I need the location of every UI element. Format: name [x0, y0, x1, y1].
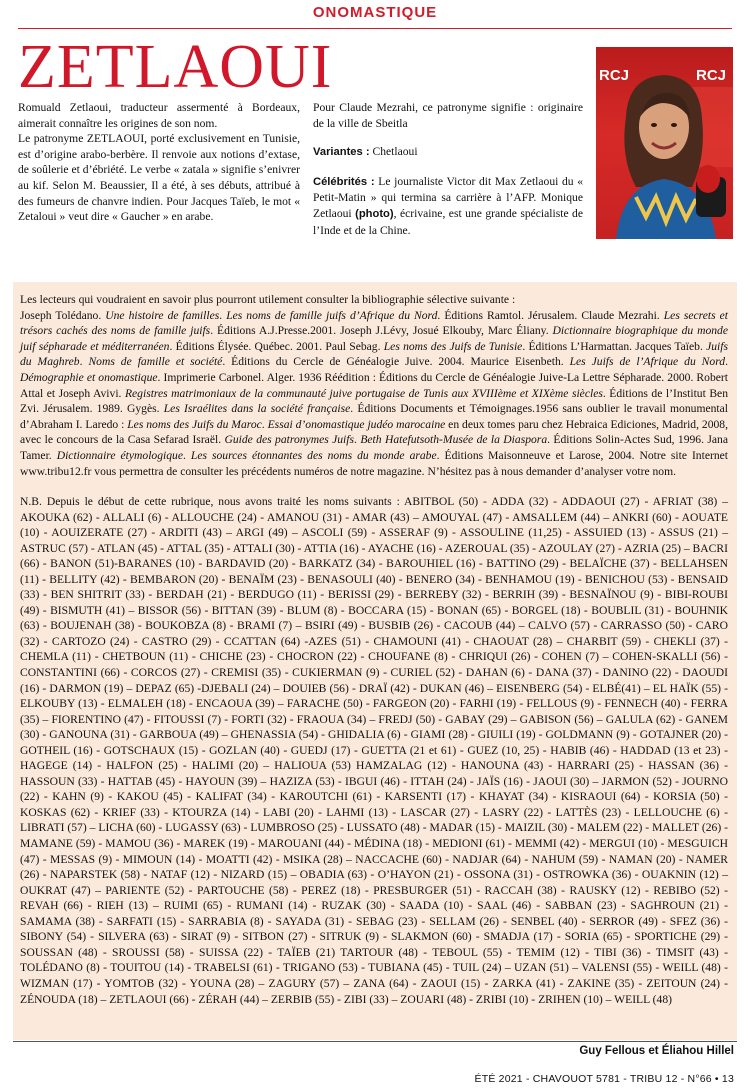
bibliography-list — [20, 308, 728, 480]
bib-text: . Imprimerie Carbonel. Alger. 1936 Réédition : Éditions du Cercle de Généalogie Juive-La Lettre Sépharade. 2000. Robert Attal et Joseph Avivi. — [20, 370, 728, 400]
photo-reference: (photo) — [355, 207, 394, 220]
bib-title: Les Israélites dans la société française — [163, 402, 351, 416]
celebrities-text: Le journaliste Victor dit Max Zetlaoui du « Petit-Matin » qui termina sa carrière à l’AFP. Monique Zetlaoui — [313, 174, 583, 220]
bib-title: Les sources étonnantes des noms du monde arabe — [190, 448, 437, 462]
variants-label: Variantes : — [313, 146, 370, 159]
bib-title: Les Juifs de l’Afrique du Nord — [569, 355, 726, 369]
bib-text: . — [219, 308, 227, 322]
bib-title: Les noms des Juifs du Maroc — [127, 417, 262, 431]
bibliography-text — [20, 292, 728, 479]
bib-text: . — [79, 355, 89, 369]
bib-text: . Éditions Documents et Témoignages.1956 sans oublier le travail monumental d’Abraham I. Laredo : — [20, 402, 728, 431]
bib-text: . — [354, 433, 361, 447]
bib-text: en deux tomes paru chez Hebraica Ediciones, Madrid, 2008, avec le concours de la Casa Sefarad Israël. — [20, 417, 728, 447]
celebrities-paragraph — [313, 174, 583, 238]
bib-text: . Éditions Maisonneuve et Larose, 2004. Notre site Internet www.tribu12.fr vous permettra de consulter les précédents numéros de notre magazine. N’hésitez pas à nous demander d’analyser votre nom. — [20, 448, 728, 478]
bib-title: Dictionnaire étymologique — [56, 448, 183, 462]
bib-text: . Éditions Ramtol. Jérusalem. Claude Mezrahi. — [437, 308, 664, 322]
bib-text: . Éditions Solin-Actes Sud, 1996. Jana Tamer. — [20, 433, 728, 462]
bib-title: Noms de famille et société — [88, 355, 223, 369]
bib-text: . Éditions Élysée. Québec. 2001. Paul Sebag. — [169, 339, 384, 353]
portrait-photo — [596, 47, 733, 239]
rubric-divider — [18, 28, 732, 29]
rcj-logo-left: RCJ — [599, 67, 630, 84]
article-column-right — [313, 100, 583, 251]
page-title: ZETLAOUI — [18, 33, 333, 101]
bib-text: . Éditions du Cercle de Généalogie Juive. 2004. Maurice Eisenbeth. — [222, 355, 570, 369]
bib-text: . — [725, 355, 728, 369]
signature-divider — [13, 1041, 737, 1042]
bib-title: Une histoire de familles — [105, 308, 220, 322]
bib-text: . Éditions L’Harmattan. Jacques Taïeb. — [522, 339, 707, 353]
bib-title: Registres matrimoniaux de la communauté juive portugaise de Tunis aux XVIIIème et XIXème siècles — [124, 386, 603, 400]
bibliography-intro: Les lecteurs qui voudraient en savoir plus pourront utilement consulter la bibliographie sélective suivante : — [20, 293, 516, 306]
celebrities-label: Célébrités : — [313, 175, 375, 188]
author-signature: Guy Fellous et Éliahou Hillel — [579, 1045, 734, 1057]
variants-paragraph — [313, 144, 583, 161]
bib-text: . — [182, 448, 191, 462]
bib-title: Dictionnaire biographique du monde juif sépharade et méditerranéen — [20, 324, 728, 353]
treated-names-list: N.B. Depuis le début de cette rubrique, nous avons traité les noms suivants : ABITBOL (50) - ADDA (32) - ADDAOUI (27) - AFRIAT (38) – AKOUKA (62) - ALLALI (6) - ALLOUCHE (24) - AMANOU (31) - AMAR (43) – AMOUYAL (47) - AMSALLEM (44) – ANKRI (60) - AOUATE (10) - AOUIZERATE (27) - ARDITI (43) – ARGI (49) – ASCOLI (59) - ASSERAF (9) - ASSOULINE (11,25) - ASSUIED (13) - ASSUS (21) – ASTRUC (57) - ATLAN (45) - ATTAL (35) - ATTALI (30) - ATTIA (16) - AYACHE (16) - AZEROUAL (35) - AZOULAY (27) - AZRIA (25) – BACRI (66) - BANON (51)-BARANES (10) - BARDAVID (20) - BARKATZ (34) - BAROUHIEL (16) - BATTINO (29) - BELAÏCHE (37) - BELLAHSEN (11) - BELLITY (42) - BEMBARON (20) - BENAÏM (23) - BENASOULI (40) - BENERO (34) - BENHAMOU (19) - BENICHOU (53) - BENSAID (33) - BEN SHITRIT (33) - BERDAH (21) - BERDUGO (11) - BERISSI (29) - BERREBY (32) - BERRIH (39) - BESNAÏNOU (9) - BIBI-ROUBI (49) - BISMUTH (41) – BISSOR (56) - BITTAN (39) - BLUM (8) - BOCCARA (15) - BONAN (65) - BORGEL (18) - BOUBLIL (31) - BOUHNIK (63) - BOUJENAH (38) - BOUKOBZA (8) - BRAMI (7) – BSIRI (49) - BUSBIB (26) - CACOUB (44) – CALVO (57) - CARRASSO (50) - CARO (32) - CARTOZO (24) - CASTRO (29) - CCATTAN (64) -AZES (51) - CHAMOUNI (41) - CHAOUAT (28) – CHARBIT (59) - CHEKLI (37) - CHEMLA (11) - CHETBOUN (11) - CHICHE (23) - CHOCRON (22) - CHOUFANE (8) - CHRIQUI (26) - COHEN (7) – COHEN-SKALLI (56) - CONSTANTINI (66) - CORCOS (27) - CREMISI (35) - CUKIERMAN (9) - CURIEL (52) - DAHAN (6) - DANA (37) - DANINO (22) - DAOUDI (16) - DARMON (19) – DEPAZ (65) -DJEBALI (24) – DOUIEB (56) - DRAÏ (42) - DUKAN (46) – EISENBERG (54) - ELBÉ(41) – EL HAÏK (55) - ELKOUBY (13) - ELMALEH (18) - ENCAOUA (39) – FARACHE (50) - FARGEON (20) - FARHI (19) - FELLOUS (9) - FENNECH (40) - FERRA (35) – FIORENTINO (47) - FITOUSSI (7) - FORTI (32) - FRAOUA (34) – FREDJ (50) - GABAY (29) – GABISON (56) – GALULA (62) - GANEM (30) - GANOUNA (31) - GARBOUA (49) – GHENASSIA (54) - GHIDALIA (6) - GIAMI (28) - GIUILI (19) - GOLDMANN (9) - GOTAJNER (20) - GOTHEIL (16) - GOTSCHAUX (15) - GOZLAN (40) - GUEDJ (17) - GUETTA (21 et 61) - GUEZ (10, 25) - HABIB (46) - HADDAD (13 et 23) - HAGEGE (14) - HALFON (25) - HALIMI (20) – HALIOUA (53) HAMZALAG (12) - HANOUNA (43) - HARRARI (25) - HASSAN (36) - HASSOUN (33) - HATTAB (45) - HAYOUN (39) – HAZIZA (53) - IBGUI (46) - ITTAH (24) - JAÏS (16) - JAOUI (30) – JARMON (52) - JOURNO (22) - KAHN (9) - KAKOU (45) - KALIFAT (34) - KAROUTCHI (61) - KARSENTI (17) - KHAYAT (34) - KISRAOUI (64) - KORSIA (50) - KOSKAS (62) - KRIEF (33) - KTOURZA (14) - LABI (20) - LAHMI (13) - LASCAR (27) - LASRY (22) - LATTÈS (23) - LELLOUCHE (6) - LIBRATI (57) – LICHA (60) - LUGASSY (63) - LUMBROSO (25) - LUSSATO (48) - MADAR (15) - MAIZIL (30) - MALEM (22) - MALLET (26) - MAMANE (59) - MAMOU (36) - MAREK (19) - MAROUANI (44) - MÉDINA (18) - MEDIONI (61) - MEMMI (42) - MERGUI (10) - MESGUICH (47) - MESSAS (9) - MIMOUN (14) - MOATTI (42) - MSIKA (28) – NACCACHE (60) - NADJAR (64) - NAHUM (59) - NAMAN (20) - NAMER (26) - NAPARSTEK (58) - NATAF (12) - NIZARD (15) – OBADIA (63) - O’HAYON (21) - OSSONA (31) - OSTROWKA (36) - OUAKNIN (12) – OUKRAT (47) – PARIENTE (52) - PARTOUCHE (58) - PEREZ (18) - PRESBURGER (51) - RACCAH (38) - RAUSKY (12) - REBIBO (52) - REVAH (66) - RIEH (13) – RUIMI (65) - RUMANI (14) - RUZAK (30) - SAADA (10) - SAAL (46) - SABBAN (23) - SAGHROUN (21) - SAMAMA (38) - SARFATI (15) - SARRABIA (8) - SAYADA (31) - SEBAG (23) - SELLAM (26) - SENBEL (40) - SERROR (49) - SFEZ (36) - SIBONY (54) - SILVERA (63) - SIRAT (9) - SITBON (27) - SITRUK (9) - SLAKMON (60) - SMADJA (17) - SORIA (65) - SPORTICHE (29) - SOUSSAN (48) - SROUSSI (58) - SUISSA (22) - TAÏEB (21) TARTOUR (48) - TEBOUL (55) - TEMIM (12) - TIBI (36) - TIMSIT (43) - TOLÉDANO (8) - TOUITOU (14) - TRABELSI (61) - TRIGANO (53) - TUBIANA (45) - TUIL (24) – UZAN (51) – VALENSI (55) - WEILL (48) - WIZMAN (17) - YOMTOB (32) - YOUNA (28) – ZAGURY (57) – ZANA (64) - ZAOUI (15) - ZARKA (41) - ZAKINE (35) - ZEITOUN (24) - ZÉNOUDA (18) – ZETLAOUI (66) - ZÉRAH (44) – ZERBIB (55) - ZIBI (33) – ZOUARI (48) - ZRIBI (10) - ZRIHEN (10) – WEILL (48) — [20, 495, 728, 1006]
bib-title: Essai d’onomastique judéo marocaine — [267, 417, 446, 431]
bib-title: Beth Hatefutsoth-Musée de la Diaspora — [360, 433, 548, 447]
bib-title: Juifs du Maghreb — [20, 339, 729, 369]
bib-text: . — [261, 417, 268, 431]
portrait-figure — [596, 47, 733, 239]
intro-paragraph: Romuald Zetlaoui, traducteur assermenté à Bordeaux, aimerait connaître les origines de son nom. — [18, 101, 300, 130]
article-column-left — [18, 100, 300, 225]
page-footer: ÉTÉ 2021 - CHAVOUOT 5781 - TRIBU 12 - N°66 • 13 — [474, 1073, 734, 1085]
bib-text: Joseph Tolédano. — [20, 308, 106, 322]
bib-title: Guide des patronymes Juifs — [224, 433, 355, 447]
rcj-logo-right: RCJ — [696, 67, 727, 84]
rubric-label: ONOMASTIQUE — [312, 4, 438, 21]
bib-title: Les noms de famille juifs d’Afrique du Nord — [226, 308, 438, 322]
meaning-paragraph: Pour Claude Mezrahi, ce patronyme signifie : originaire de la ville de Sbeitla — [313, 101, 583, 130]
bib-title: Démographie et onomastique — [20, 370, 158, 384]
bib-title: Les noms des Juifs de Tunisie — [383, 339, 523, 353]
bib-text: . Éditions A.J.Presse.2001. Joseph J.Lévy, Josué Elkouby, Marc Éliany. — [210, 324, 553, 338]
celebrities-text-end: , écrivaine, est une grande spécialiste de l’Inde et de la Chine. — [313, 206, 584, 237]
bib-text: . Éditions de l’Institut Ben Zvi. Jérusalem. 1989. Gygès. — [20, 386, 728, 416]
origin-paragraph: Le patronyme ZETLAOUI, porté exclusivement en Tunisie, est d’origine arabo-berbère. Il renvoie aux notions d’extase, de soûlerie et d’ébriété. Le verbe « zatala » signifie s’enivrer au kif. Selon M. Beaussier, Il a été, à ses débuts, attribué à des fumeurs de chanvre indien. Pour Jacques Taïeb, le mot « Zetaloui » veut dire « Gaucher » en arabe. — [18, 132, 300, 224]
variants-text: Chetlaoui — [369, 145, 418, 159]
bib-title: Les secrets et trésors cachés des noms de famille juifs — [20, 308, 728, 338]
